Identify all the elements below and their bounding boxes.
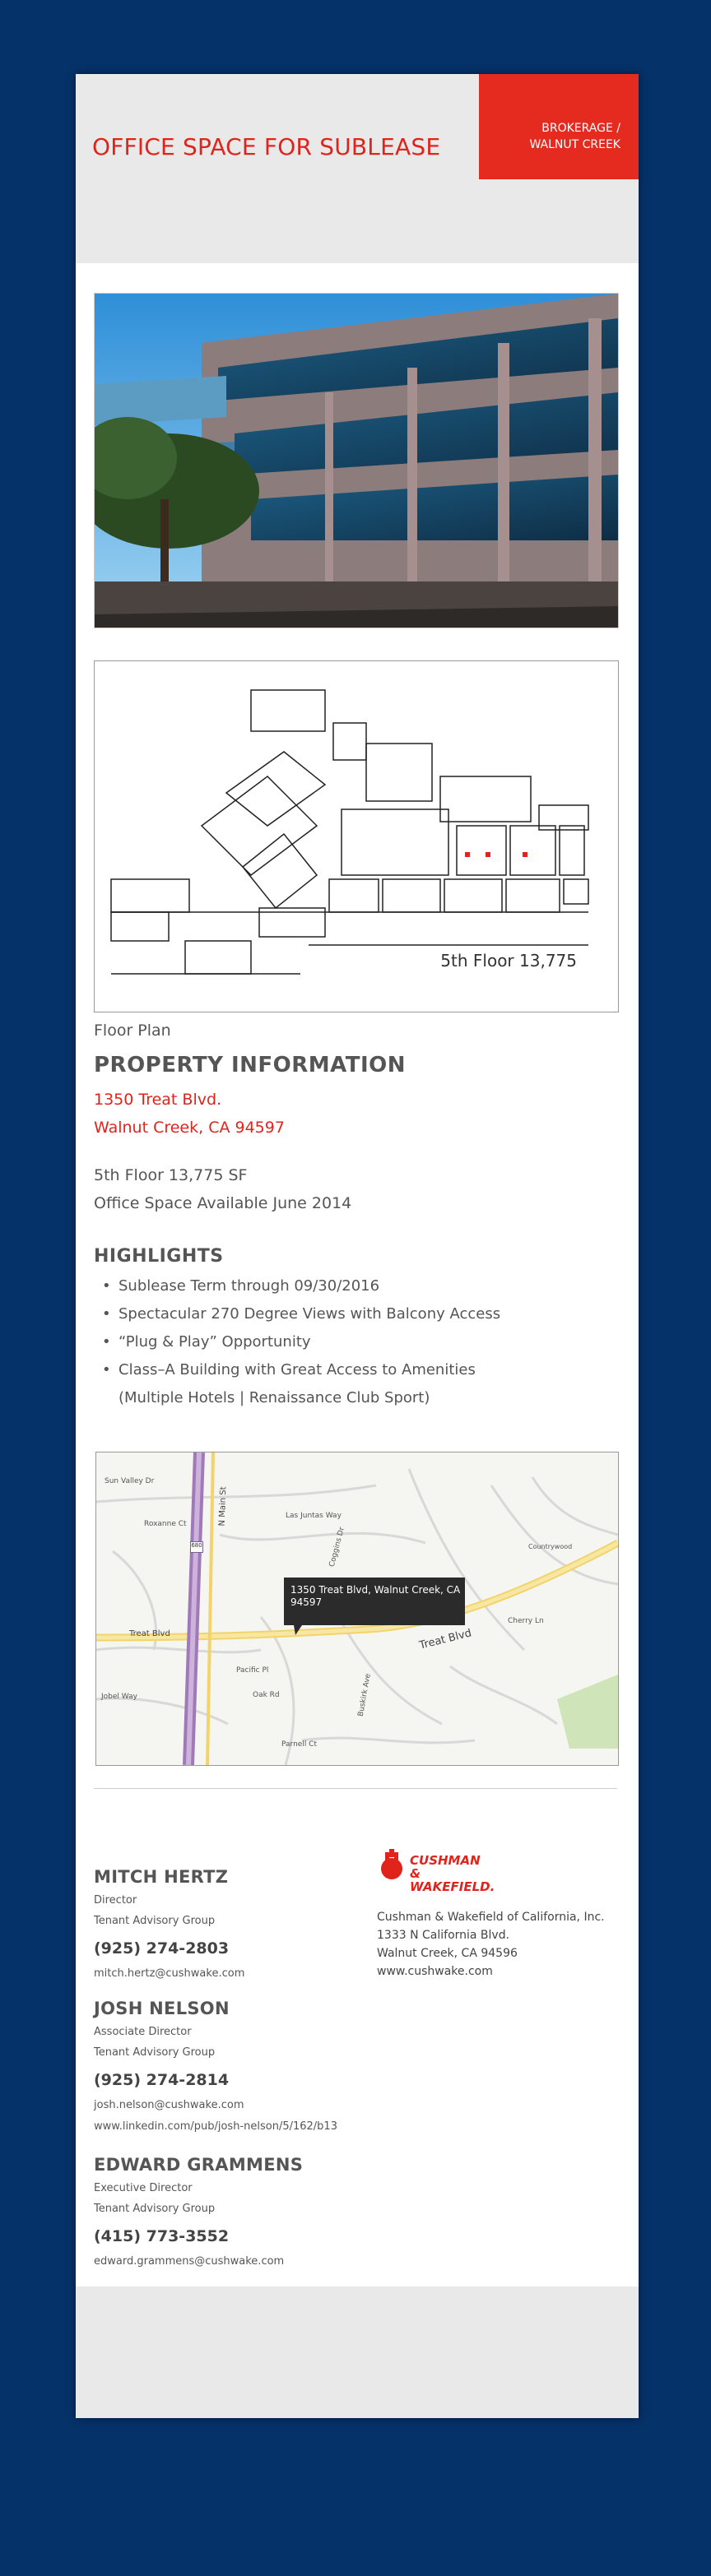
contact-email[interactable]: josh.nelson@cushwake.com xyxy=(94,2099,244,2111)
footer-band xyxy=(76,2286,639,2418)
contact-title: Associate Director xyxy=(94,2026,192,2038)
map-label: Pacific Pl xyxy=(236,1666,269,1675)
logo-text: CUSHMAN & WAKEFIELD. xyxy=(410,1853,495,1894)
contact-name: EDWARD GRAMMENS xyxy=(94,2155,304,2175)
address-line-2: Walnut Creek, CA 94597 xyxy=(94,1119,285,1137)
floor-plan-label: 5th Floor 13,775 xyxy=(440,951,577,971)
firm-website[interactable]: www.cushwake.com xyxy=(377,1965,493,1978)
floor-plan-caption: Floor Plan xyxy=(94,1022,171,1040)
contact-group: Tenant Advisory Group xyxy=(94,2046,216,2059)
contact-group: Tenant Advisory Group xyxy=(94,2203,216,2215)
map-label: N Main St xyxy=(217,1486,229,1527)
contact-email[interactable]: edward.grammens@cushwake.com xyxy=(94,2255,285,2268)
map-label: Parnell Ct xyxy=(281,1740,317,1749)
map-label: Treat Blvd xyxy=(418,1627,473,1652)
map-label: Oak Rd xyxy=(253,1691,280,1699)
map-label: Las Juntas Way xyxy=(286,1512,342,1520)
map-callout: 1350 Treat Blvd, Walnut Creek, CA 94597 xyxy=(290,1584,461,1608)
flyer-page xyxy=(76,74,639,2418)
badge-line-2: WALNUT CREEK xyxy=(529,138,620,151)
map-label: Coggins Dr xyxy=(328,1526,347,1568)
map-label: Countrywood xyxy=(528,1543,573,1550)
contact-title: Executive Director xyxy=(94,2182,193,2194)
highlight-item: • Spectacular 270 Degree Views with Balcony Access xyxy=(102,1305,501,1323)
highlight-item: • Class–A Building with Great Access to Amenities xyxy=(102,1361,476,1378)
brokerage-badge xyxy=(479,74,639,179)
company-logo xyxy=(377,1849,495,1894)
property-heading: PROPERTY INFORMATION xyxy=(94,1053,407,1077)
map-label: Buskirk Ave xyxy=(356,1673,373,1717)
logo-emblem-icon xyxy=(377,1849,407,1882)
location-map[interactable] xyxy=(95,1452,619,1766)
highlight-item-continued: (Multiple Hotels | Renaissance Club Sport) xyxy=(118,1389,430,1406)
highlight-item: • “Plug & Play” Opportunity xyxy=(102,1333,311,1351)
header xyxy=(76,74,639,263)
firm-city: Walnut Creek, CA 94596 xyxy=(377,1947,518,1960)
contact-phone[interactable]: (925) 274-2803 xyxy=(94,1939,230,1957)
property-detail-1: 5th Floor 13,775 SF xyxy=(94,1166,248,1184)
highlights-heading: HIGHLIGHTS xyxy=(94,1246,224,1267)
contact-phone[interactable]: (925) 274-2814 xyxy=(94,2071,230,2089)
map-label: Treat Blvd xyxy=(129,1629,170,1638)
firm-street: 1333 N California Blvd. xyxy=(377,1929,510,1942)
map-label: Sun Valley Dr xyxy=(105,1477,155,1485)
map-label: Jobel Way xyxy=(101,1693,137,1701)
contact-title: Director xyxy=(94,1894,137,1907)
firm-name: Cushman & Wakefield of California, Inc. xyxy=(377,1911,605,1924)
contact-email[interactable]: mitch.hertz@cushwake.com xyxy=(94,1967,245,1980)
section-divider xyxy=(94,1788,617,1789)
contact-group: Tenant Advisory Group xyxy=(94,1915,216,1927)
contact-name: JOSH NELSON xyxy=(94,1999,230,2018)
floor-plan xyxy=(94,660,619,1012)
property-detail-2: Office Space Available June 2014 xyxy=(94,1194,352,1212)
contact-phone[interactable]: (415) 773-3552 xyxy=(94,2227,230,2245)
map-label: Cherry Ln xyxy=(508,1617,544,1625)
building-photo xyxy=(94,293,619,628)
badge-line-1: BROKERAGE / xyxy=(541,122,620,135)
contact-web[interactable]: www.linkedin.com/pub/josh-nelson/5/162/b13 xyxy=(94,2120,337,2133)
address-line-1: 1350 Treat Blvd. xyxy=(94,1091,222,1109)
highlight-item: • Sublease Term through 09/30/2016 xyxy=(102,1277,380,1295)
map-label: Roxanne Ct xyxy=(144,1520,187,1528)
highway-shield-icon: 680 xyxy=(190,1541,203,1553)
contact-name: MITCH HERTZ xyxy=(94,1867,229,1887)
page-title: OFFICE SPACE FOR SUBLEASE xyxy=(92,133,441,160)
